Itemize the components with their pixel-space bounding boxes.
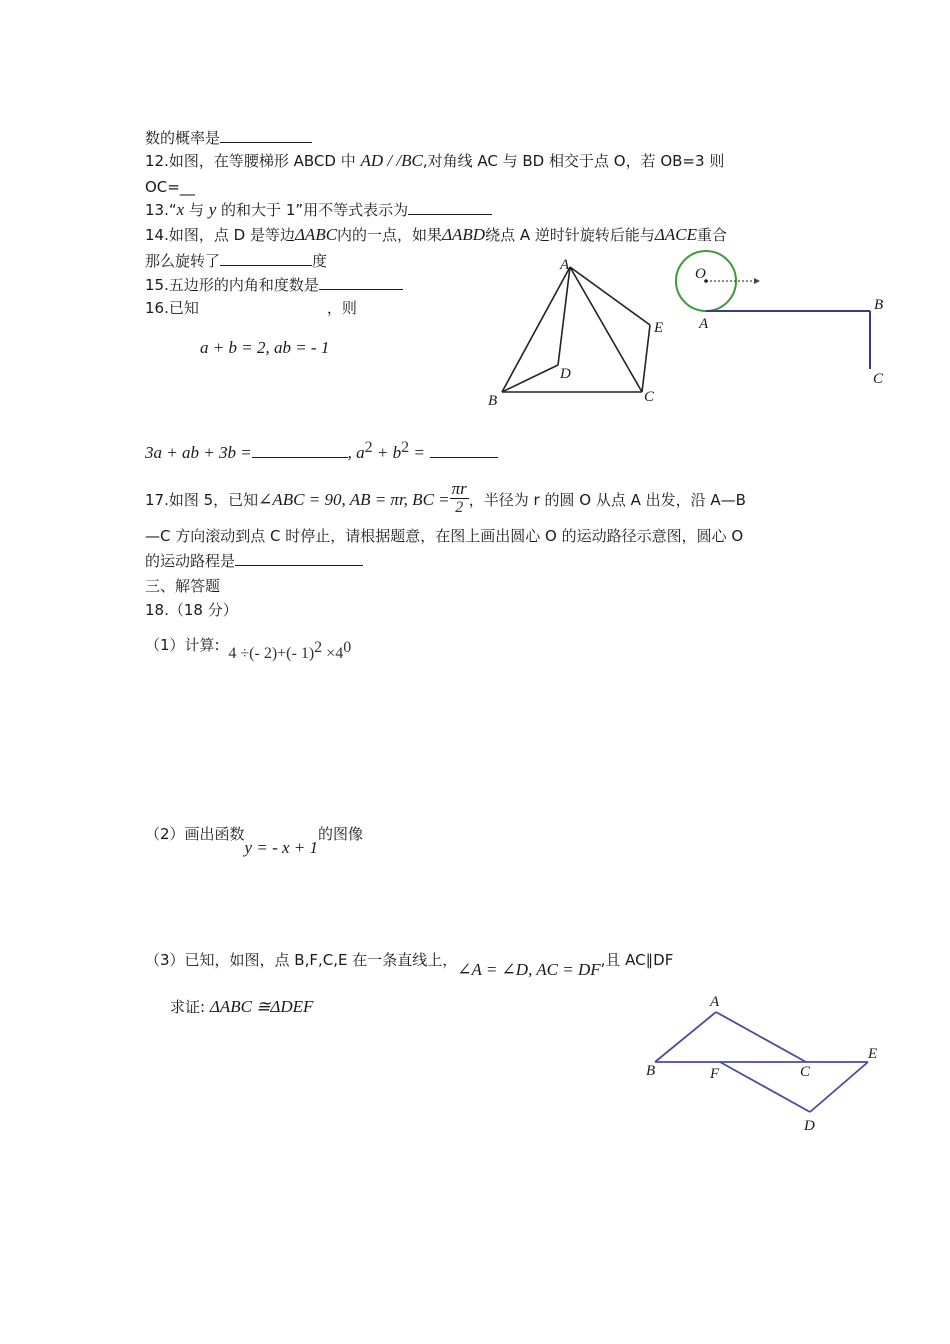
q15: [145, 275, 403, 295]
label-A: A: [710, 994, 720, 1010]
q16-expr2-b: + b: [372, 443, 402, 462]
q15-answer-blank[interactable]: [319, 275, 403, 290]
q14-tri1: ΔABC: [294, 225, 338, 244]
q12-line1: [145, 151, 724, 171]
q14-suffix: 重合: [697, 226, 728, 244]
q15-text: 15.五边形的内角和度数是: [145, 276, 319, 294]
q18-part1: [145, 630, 352, 662]
q16-blank2[interactable]: [430, 443, 498, 458]
q16-exp-a: 2: [364, 439, 373, 456]
label-C: C: [644, 389, 655, 405]
triangle-figure: [480, 255, 680, 415]
q17-fraction: [450, 480, 469, 517]
q16-prefix: 16.已知: [145, 299, 199, 317]
q17-prefix: 17.如图 5，已知: [145, 491, 259, 509]
q14-line2-prefix: 那么旋转了: [145, 252, 221, 270]
q17-line3: [145, 551, 363, 571]
q18-title: 18.（18 分）: [145, 601, 238, 619]
q18-prove-label: 求证:: [170, 998, 206, 1016]
seg-AE: [570, 267, 650, 325]
q17-frac-num: πr: [451, 479, 467, 498]
q16-given: [200, 338, 329, 358]
q13-answer-blank[interactable]: [408, 200, 492, 215]
q11-answer-blank[interactable]: [220, 128, 312, 143]
q16-line1: [145, 298, 357, 318]
q18-p1-exp2: 0: [343, 639, 352, 656]
seg-ED: [810, 1062, 868, 1112]
q11-tail: [145, 128, 312, 148]
q18-part3: [145, 950, 674, 979]
q13-open: 13.“: [145, 201, 177, 219]
seg-AC: [716, 1012, 806, 1062]
label-B: B: [646, 1063, 656, 1079]
q18-p1-expr: [228, 638, 351, 664]
q18-p3-math: ∠A = ∠D, AC = DF: [457, 960, 601, 979]
q14-line2: [145, 251, 327, 271]
label-A: A: [560, 257, 570, 273]
label-O: O: [695, 266, 706, 282]
q17-answer-blank[interactable]: [235, 551, 363, 566]
q18-p2-label: （2）画出函数: [145, 825, 245, 843]
seg-EC: [642, 325, 650, 392]
motion-arrowhead-icon: [754, 278, 760, 284]
q14-tri3: ΔACE: [654, 225, 697, 244]
q17-line3-text: 的运动路程是: [145, 552, 236, 570]
q13-mid: 与: [184, 201, 209, 219]
q14-line1: [145, 225, 727, 245]
q13: [145, 200, 492, 220]
q16-expr1: 3a + ab + 3b =: [145, 443, 252, 462]
label-D: D: [804, 1118, 815, 1134]
q12-math: AD / /BC: [360, 151, 423, 170]
rolling-circle-figure: [670, 245, 900, 395]
q18-p2-expr: y = - x + 1: [244, 838, 318, 857]
q17-ab: , AB = πr, BC =: [341, 490, 450, 509]
label-C: C: [800, 1064, 811, 1080]
label-D: D: [560, 366, 571, 382]
q11-tail-text: 数的概率是: [145, 129, 221, 147]
q18-p1-exp1: 2: [314, 639, 323, 656]
q18-p3-suffix: ,且 AC∥DF: [600, 951, 674, 969]
section3-title: 三、解答题: [145, 577, 221, 595]
congruence-figure: [640, 990, 890, 1135]
label-E: E: [654, 320, 664, 336]
q17-angle: ∠ABC = 90: [258, 490, 342, 509]
seg-AC: [570, 267, 642, 392]
q14-tri2: ΔABD: [442, 225, 486, 244]
q14-line2-suffix: 度: [312, 252, 328, 270]
q18-p3-label: （3）已知，如图，点 B,F,C,E 在一条直线上，: [145, 951, 458, 969]
q18-part2: [145, 824, 364, 857]
q16-then: ，则: [326, 299, 357, 317]
label-C: C: [873, 371, 884, 387]
label-F: F: [710, 1066, 720, 1082]
q17-suffix: ，半径为 r 的圆 O 从点 A 出发，沿 A—B: [468, 491, 746, 509]
label-B: B: [488, 393, 498, 409]
q12-line2: OC=__: [145, 178, 195, 196]
q12-prefix: 12.如图，在等腰梯形 ABCD 中: [145, 152, 356, 170]
q14-prefix: 14.如图，点 D 是等边: [145, 226, 295, 244]
q14-mid1: 内的一点，如果: [337, 226, 443, 244]
q16-expr: [145, 438, 498, 463]
seg-AD: [558, 267, 570, 365]
q18-prove: [170, 997, 313, 1017]
q16-expr2-a: , a: [347, 443, 365, 462]
label-A: A: [699, 316, 709, 332]
q17-line1: [145, 479, 746, 522]
label-B: B: [874, 297, 884, 313]
q13-x: x: [176, 200, 185, 219]
seg-BD: [502, 365, 558, 392]
q17-line2: —C 方向滚动到点 C 时停止，请根据题意，在图上画出圆心 O 的运动路径示意图，圆心 O: [145, 527, 744, 545]
q16-blank1[interactable]: [252, 443, 348, 458]
q16-exp-b: 2: [401, 439, 410, 456]
label-E: E: [868, 1046, 878, 1062]
q14-answer-blank[interactable]: [220, 251, 312, 266]
seg-AB: [655, 1012, 716, 1062]
q18-prove-math: ΔABC ≅ΔDEF: [209, 997, 314, 1016]
q18-p1-label: （1）计算:: [145, 636, 220, 654]
q12-suffix: ,对角线 AC 与 BD 相交于点 O，若 OB=3 则: [422, 152, 725, 170]
q13-y: y: [208, 200, 217, 219]
q14-mid2: 绕点 A 逆时针旋转后能与: [485, 226, 655, 244]
seg-FD: [720, 1062, 810, 1112]
q16-expr2-eq: =: [409, 443, 425, 462]
q18-p1-expr-a: 4 ÷(- 2)+(- 1): [228, 645, 315, 662]
q16-given-math: a + b = 2, ab = - 1: [200, 338, 330, 357]
q17-frac-den: 2: [455, 499, 464, 516]
q18-p2-suffix: 的图像: [318, 825, 364, 843]
q13-rest: 的和大于 1”用不等式表示为: [216, 201, 409, 219]
q18-p1-expr-b: ×4: [322, 645, 344, 662]
